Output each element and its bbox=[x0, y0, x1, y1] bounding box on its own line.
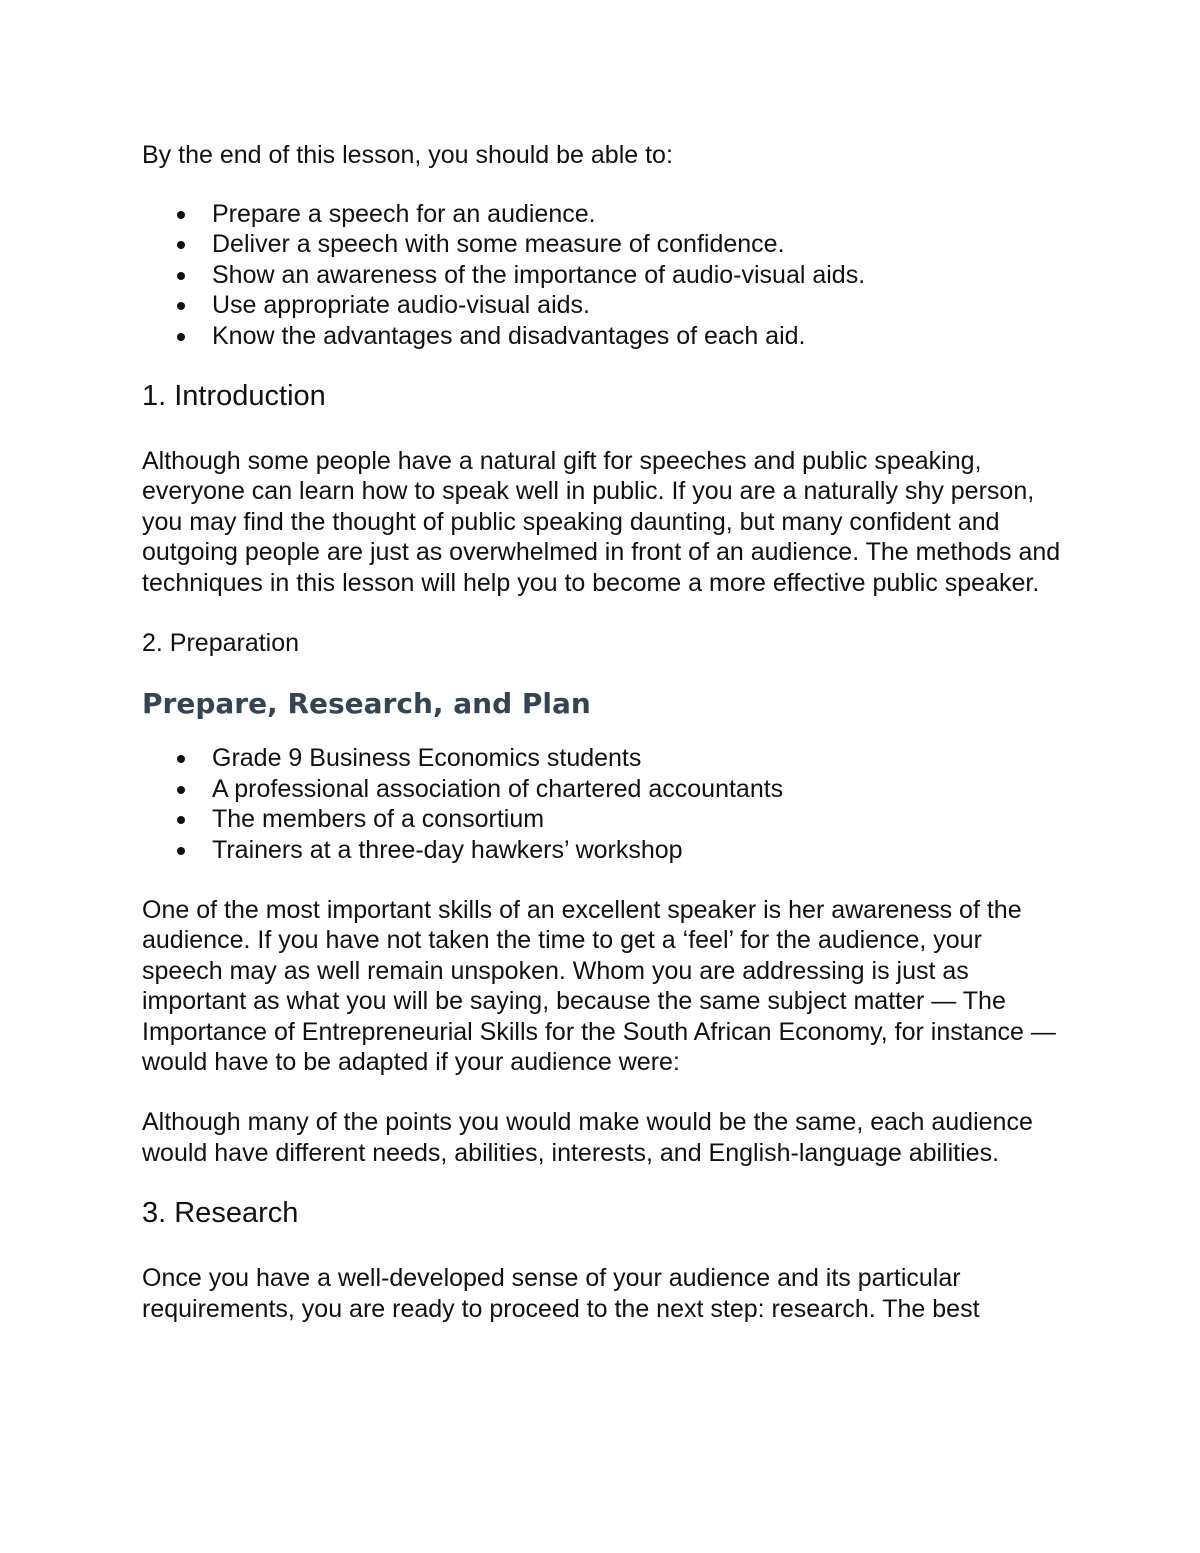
list-item-text: A professional association of chartered accountants bbox=[212, 774, 784, 803]
objectives-lead: By the end of this lesson, you should be able to: bbox=[142, 141, 673, 169]
bullet-icon bbox=[177, 302, 185, 310]
bullet-icon bbox=[177, 816, 185, 824]
list-item bbox=[142, 321, 1062, 352]
list-item bbox=[142, 229, 1062, 260]
list-item-text: The members of a consortium bbox=[212, 805, 545, 834]
list-item-text: Show an awareness of the importance of audio-visual aids. bbox=[212, 260, 866, 289]
bullet-icon bbox=[177, 272, 185, 280]
bullet-icon bbox=[177, 786, 185, 794]
preparation-paragraph-2: Although many of the points you would make would be the same, each audience would have different needs, abilities, interests, and English-language abilities. bbox=[142, 1108, 1033, 1167]
research-body: Once you have a well-developed sense of your audience and its particular requirements, you are ready to proceed to the next step: research. The best bbox=[142, 1264, 980, 1323]
list-item-text: Grade 9 Business Economics students bbox=[212, 744, 642, 773]
bullet-icon bbox=[177, 241, 185, 249]
list-item-text: Know the advantages and disadvantages of each aid. bbox=[212, 321, 806, 350]
preparation-paragraph-1: One of the most important skills of an excellent speaker is her awareness of the audience. If you have not taken the time to get a ‘feel’ for the audience, your speech may as well remain unspoken. Whom you are addressing is just as important as what you will be saying, because the same subject matter — The Importance of Entrepreneurial Skills for the South African Economy, for instance — would have to be adapted if your audience were: bbox=[142, 895, 1056, 1077]
bullet-icon bbox=[177, 211, 185, 219]
list-item bbox=[142, 260, 1062, 291]
introduction-body: Although some people have a natural gift for speeches and public speaking, everyone can learn how to speak well in public. If you are a naturally shy person, you may find the thought of public speaking daunting, but many confident and outgoing people are just as overwhelmed in front of an audience. The methods and techniques in this lesson will help you to become a more effective public speaker. bbox=[142, 446, 1061, 597]
introduction-heading: 1. Introduction bbox=[142, 379, 326, 412]
audience-list bbox=[142, 743, 1062, 865]
list-item bbox=[142, 199, 1062, 230]
list-item-text: Use appropriate audio-visual aids. bbox=[212, 291, 590, 320]
list-item bbox=[142, 290, 1062, 321]
document-page bbox=[142, 140, 1062, 1324]
list-item-text: Deliver a speech with some measure of confidence. bbox=[212, 230, 785, 259]
research-heading: 3. Research bbox=[142, 1197, 299, 1230]
list-item bbox=[142, 804, 1062, 835]
list-item bbox=[142, 743, 1062, 774]
bullet-icon bbox=[177, 755, 185, 763]
preparation-heading: 2. Preparation bbox=[142, 628, 300, 657]
bullet-icon bbox=[177, 333, 185, 341]
preparation-subheading: Prepare, Research, and Plan bbox=[142, 687, 591, 721]
list-item-text: Trainers at a three-day hawkers’ workshop bbox=[212, 835, 683, 864]
objectives-list bbox=[142, 199, 1062, 352]
list-item-text: Prepare a speech for an audience. bbox=[212, 199, 596, 228]
list-item bbox=[142, 835, 1062, 866]
list-item bbox=[142, 774, 1062, 805]
bullet-icon bbox=[177, 847, 185, 855]
